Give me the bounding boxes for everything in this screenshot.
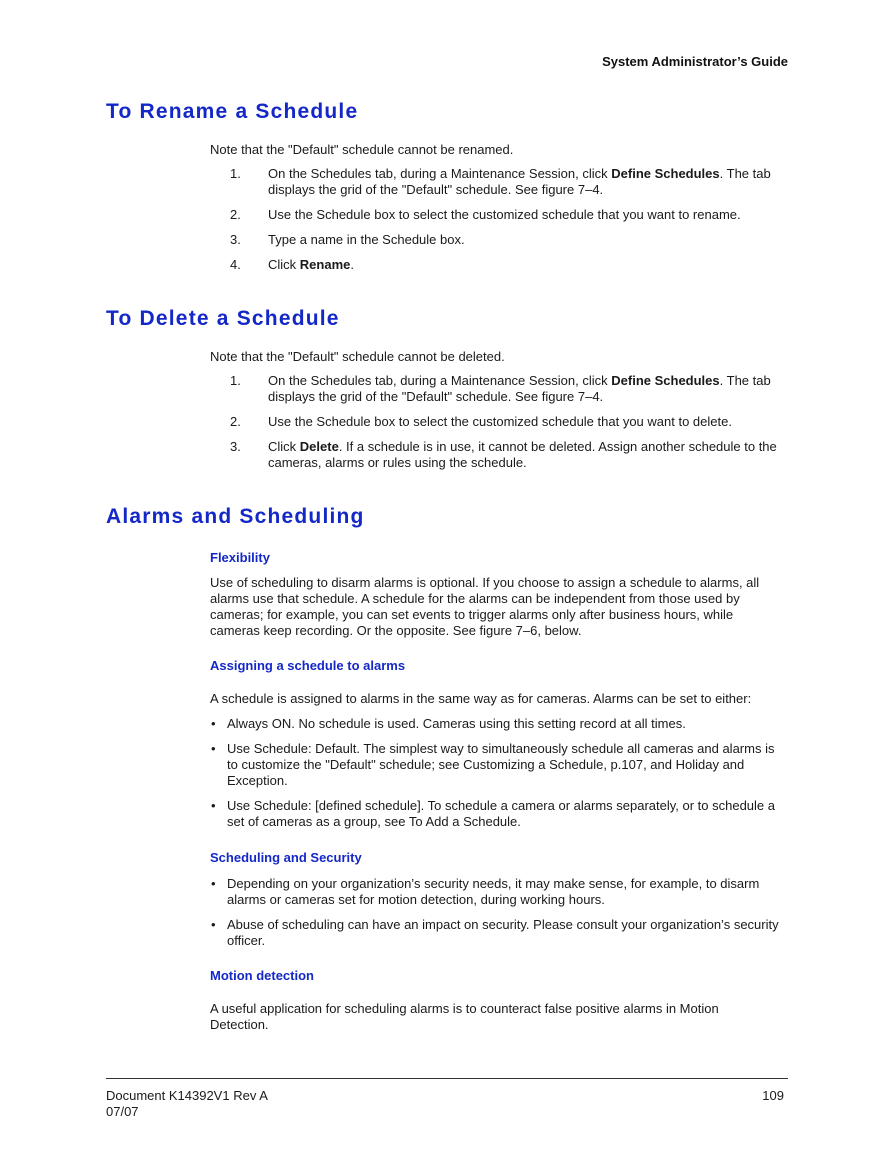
step-number: 3.: [230, 232, 241, 247]
list-item: [210, 917, 788, 949]
step-text: Click: [268, 257, 300, 272]
rename-step: [210, 166, 788, 198]
bullet-text: Use Schedule: Default. The simplest way to simultaneously schedule all cameras and alarms is to customize the "Default" schedule; see Customizing a Schedule, p.107, and Holiday and Exception.: [227, 741, 775, 788]
rename-step: [210, 257, 788, 273]
bullet-glyph: •: [211, 876, 216, 891]
step-text: Use the Schedule box to select the customized schedule that you want to rename.: [268, 207, 741, 222]
footer-document-info: [106, 1088, 268, 1120]
step-text: On the Schedules tab, during a Maintenance Session, click: [268, 373, 612, 388]
assigning-intro: A schedule is assigned to alarms in the same way as for cameras. Alarms can be set to either:: [210, 691, 752, 706]
step-bold-text: Define Schedules: [611, 166, 720, 181]
step-text: . If a schedule is in use, it cannot be deleted. Assign another schedule to the cameras, alarms or rules using the schedule.: [268, 439, 777, 470]
step-text: . The tab displays the grid of the "Default" schedule. See figure 7–4.: [268, 373, 771, 404]
delete-steps-list: [210, 373, 788, 480]
delete-note: Note that the "Default" schedule cannot be deleted.: [210, 349, 505, 364]
step-number: 1.: [230, 166, 241, 181]
page-number: 109: [762, 1088, 784, 1103]
rename-steps-list: [210, 166, 788, 282]
rename-step: [210, 232, 788, 248]
subheading-flexibility: Flexibility: [210, 550, 270, 565]
step-bold-text: Delete: [299, 439, 339, 454]
step-bold-text: Define Schedules: [611, 373, 720, 388]
bullet-glyph: •: [211, 741, 216, 756]
subheading-security: Scheduling and Security: [210, 850, 362, 865]
bullet-glyph: •: [211, 716, 216, 731]
bullet-text: Abuse of scheduling can have an impact on security. Please consult your organization’s security officer.: [227, 917, 779, 948]
subheading-assigning: Assigning a schedule to alarms: [210, 658, 406, 673]
delete-step: [210, 373, 788, 405]
motion-paragraph: A useful application for scheduling alarms is to counteract false positive alarms in Motion Detection.: [210, 1001, 719, 1032]
delete-step: [210, 414, 788, 430]
assigning-bullet-list: [210, 716, 788, 839]
subheading-motion: Motion detection: [210, 968, 314, 983]
step-number: 2.: [230, 207, 241, 222]
bullet-text: Use Schedule: [defined schedule]. To schedule a camera or alarms separately, or to schedule a set of cameras as a group, see To Add a Schedule.: [227, 798, 775, 829]
bullet-glyph: •: [211, 917, 216, 932]
step-number: 4.: [230, 257, 241, 272]
step-number: 1.: [230, 373, 241, 388]
step-text: Use the Schedule box to select the customized schedule that you want to delete.: [268, 414, 732, 429]
section-heading-alarms: Alarms and Scheduling: [106, 505, 365, 528]
section-heading-delete: To Delete a Schedule: [106, 307, 340, 330]
section-heading-rename: To Rename a Schedule: [106, 100, 359, 123]
document-date: 07/07: [106, 1104, 139, 1119]
step-bold-text: Rename: [299, 257, 351, 272]
list-item: [210, 798, 788, 830]
rename-note: Note that the "Default" schedule cannot be renamed.: [210, 142, 514, 157]
step-number: 3.: [230, 439, 241, 454]
running-header: System Administrator’s Guide: [602, 54, 788, 69]
bullet-text: Always ON. No schedule is used. Cameras using this setting record at all times.: [227, 716, 686, 731]
delete-step: [210, 439, 788, 471]
list-item: [210, 716, 788, 732]
list-item: [210, 741, 788, 789]
step-text: On the Schedules tab, during a Maintenance Session, click: [268, 166, 612, 181]
bullet-text: Depending on your organization’s security needs, it may make sense, for example, to disarm alarms or cameras set for motion detection, during working hours.: [227, 876, 760, 907]
rename-step: [210, 207, 788, 223]
footer-divider: [106, 1078, 788, 1079]
bullet-glyph: •: [211, 798, 216, 813]
step-text: .: [350, 257, 354, 272]
document-id: Document K14392V1 Rev A: [106, 1088, 268, 1103]
flexibility-paragraph: Use of scheduling to disarm alarms is optional. If you choose to assign a schedule to alarms, all alarms use that schedule. A schedule for the alarms can be independent from those used by cameras; for example, you can set events to trigger alarms only after business hours, while cameras keep recording. Or the opposite. See figure 7–6, below.: [210, 575, 760, 638]
step-number: 2.: [230, 414, 241, 429]
step-text: Type a name in the Schedule box.: [268, 232, 465, 247]
step-text: . The tab displays the grid of the "Default" schedule. See figure 7–4.: [268, 166, 771, 197]
security-bullet-list: [210, 876, 788, 958]
list-item: [210, 876, 788, 908]
step-text: Click: [268, 439, 300, 454]
